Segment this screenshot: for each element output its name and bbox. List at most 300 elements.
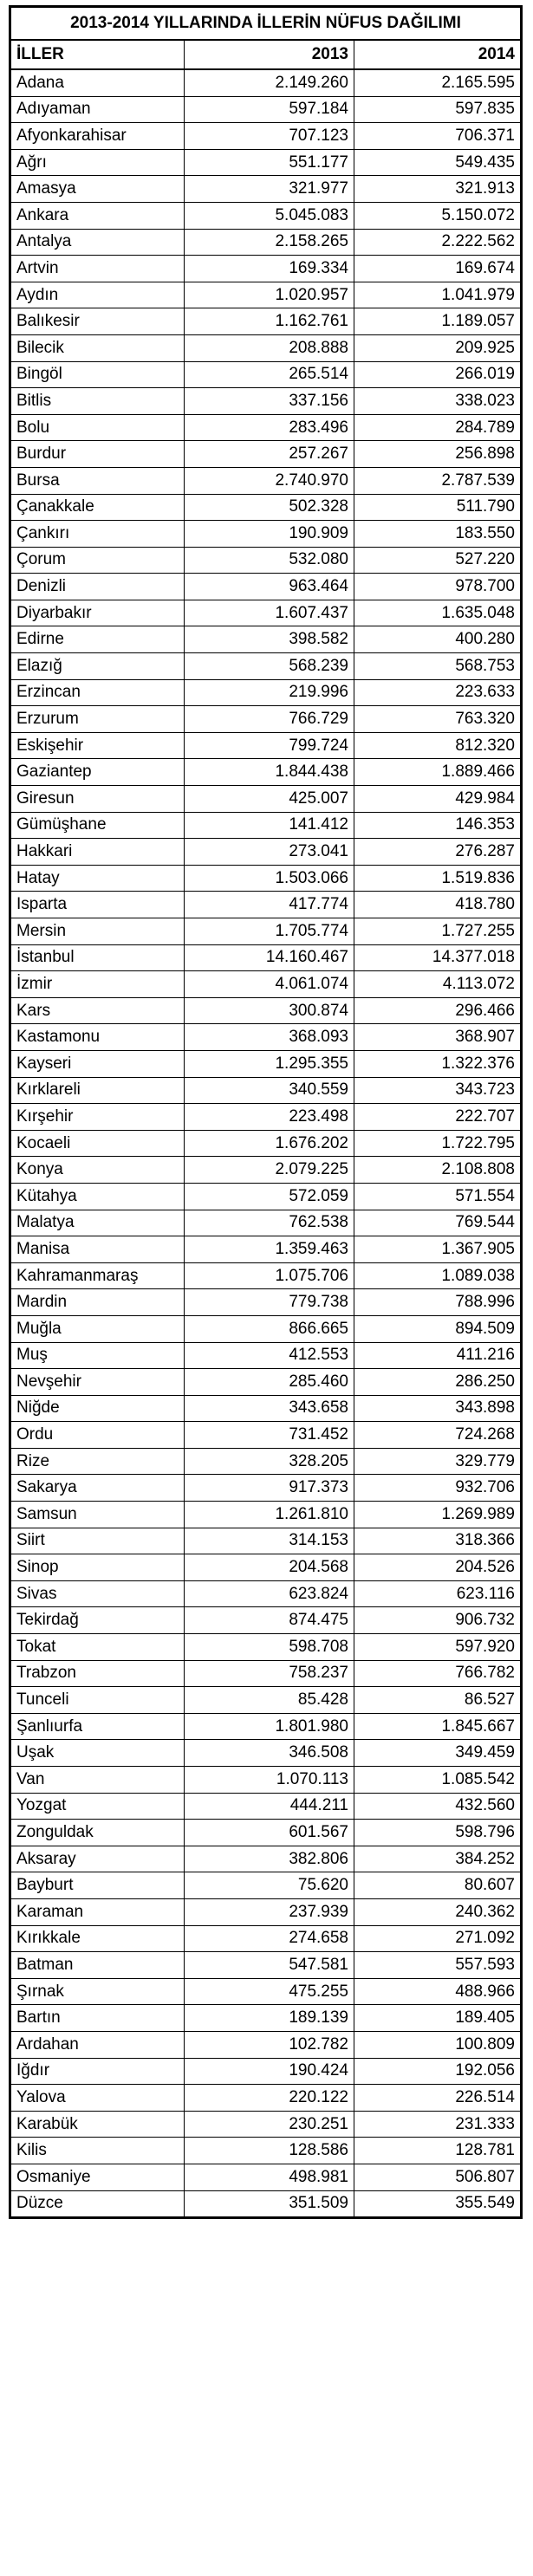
population-2013-cell: 1.070.113 [185, 1767, 354, 1794]
province-cell: Balıkesir [11, 308, 185, 335]
table-row [11, 1104, 521, 1131]
population-2013-cell: 598.708 [185, 1634, 354, 1661]
province-cell: İstanbul [11, 944, 185, 971]
table-row [11, 229, 521, 256]
province-cell: Bartın [11, 2005, 185, 2032]
table-row [11, 1820, 521, 1846]
column-header-province: İLLER [11, 40, 185, 69]
table-row [11, 2111, 521, 2138]
population-2013-cell: 1.295.355 [185, 1050, 354, 1077]
province-cell: Batman [11, 1952, 185, 1979]
province-cell: Kırşehir [11, 1104, 185, 1131]
population-2013-cell: 300.874 [185, 997, 354, 1024]
table-row [11, 679, 521, 706]
population-2013-cell: 799.724 [185, 732, 354, 759]
population-2014-cell: 4.113.072 [354, 971, 521, 998]
table-row [11, 441, 521, 468]
population-2013-cell: 498.981 [185, 2164, 354, 2190]
population-2014-cell: 978.700 [354, 574, 521, 600]
population-2013-cell: 223.498 [185, 1104, 354, 1131]
population-2014-cell: 226.514 [354, 2085, 521, 2112]
table-row [11, 1289, 521, 1316]
population-2013-cell: 2.079.225 [185, 1157, 354, 1184]
province-cell: Şanlıurfa [11, 1713, 185, 1740]
province-cell: Eskişehir [11, 732, 185, 759]
table-row [11, 759, 521, 786]
table-row [11, 812, 521, 839]
population-2014-cell: 432.560 [354, 1793, 521, 1820]
population-2013-cell: 265.514 [185, 361, 354, 388]
table-row [11, 256, 521, 282]
province-cell: Edirne [11, 626, 185, 653]
population-2014-cell: 1.727.255 [354, 918, 521, 945]
province-cell: Hatay [11, 865, 185, 892]
province-cell: Osmaniye [11, 2164, 185, 2190]
province-cell: Kocaeli [11, 1130, 185, 1157]
table-row [11, 2058, 521, 2085]
population-2013-cell: 572.059 [185, 1183, 354, 1210]
province-cell: Kastamonu [11, 1024, 185, 1051]
province-cell: Burdur [11, 441, 185, 468]
population-2014-cell: 2.787.539 [354, 467, 521, 494]
table-row [11, 1369, 521, 1396]
population-2014-cell: 769.544 [354, 1210, 521, 1236]
population-2014-cell: 597.835 [354, 96, 521, 123]
province-cell: Karaman [11, 1898, 185, 1925]
population-2014-cell: 812.320 [354, 732, 521, 759]
population-2013-cell: 412.553 [185, 1342, 354, 1369]
table-row [11, 2031, 521, 2058]
province-cell: Zonguldak [11, 1820, 185, 1846]
province-cell: Erzurum [11, 706, 185, 733]
table-row [11, 494, 521, 521]
population-2014-cell: 231.333 [354, 2111, 521, 2138]
population-2013-cell: 5.045.083 [185, 202, 354, 229]
table-row [11, 2005, 521, 2032]
table-row [11, 1183, 521, 1210]
table-row [11, 2085, 521, 2112]
province-cell: Çankırı [11, 521, 185, 548]
province-cell: Samsun [11, 1502, 185, 1528]
population-2014-cell: 284.789 [354, 414, 521, 441]
column-header-2013: 2013 [185, 40, 354, 69]
population-2014-cell: 2.108.808 [354, 1157, 521, 1184]
population-2013-cell: 102.782 [185, 2031, 354, 2058]
population-2014-cell: 240.362 [354, 1898, 521, 1925]
province-cell: Aydın [11, 282, 185, 308]
province-cell: Gaziantep [11, 759, 185, 786]
province-cell: Niğde [11, 1395, 185, 1422]
population-2014-cell: 763.320 [354, 706, 521, 733]
province-cell: Trabzon [11, 1660, 185, 1687]
population-2013-cell: 75.620 [185, 1872, 354, 1899]
table-row [11, 414, 521, 441]
population-2014-cell: 338.023 [354, 388, 521, 415]
population-2013-cell: 346.508 [185, 1740, 354, 1767]
table-row [11, 1793, 521, 1820]
population-2013-cell: 475.255 [185, 1978, 354, 2005]
population-2013-cell: 321.977 [185, 176, 354, 203]
population-2014-cell: 204.526 [354, 1554, 521, 1581]
population-2014-cell: 906.732 [354, 1607, 521, 1634]
province-cell: Ankara [11, 202, 185, 229]
population-2014-cell: 788.996 [354, 1289, 521, 1316]
population-2014-cell: 549.435 [354, 149, 521, 176]
table-row [11, 1395, 521, 1422]
population-2013-cell: 169.334 [185, 256, 354, 282]
table-row [11, 997, 521, 1024]
population-2013-cell: 917.373 [185, 1475, 354, 1502]
population-2013-cell: 14.160.467 [185, 944, 354, 971]
province-cell: Manisa [11, 1236, 185, 1263]
table-row [11, 69, 521, 96]
population-2014-cell: 598.796 [354, 1820, 521, 1846]
population-2014-cell: 183.550 [354, 521, 521, 548]
province-cell: Mersin [11, 918, 185, 945]
table-row [11, 361, 521, 388]
table-row [11, 1660, 521, 1687]
table-row [11, 1262, 521, 1289]
population-2014-cell: 766.782 [354, 1660, 521, 1687]
province-cell: Elazığ [11, 653, 185, 680]
population-2014-cell: 209.925 [354, 334, 521, 361]
population-2013-cell: 340.559 [185, 1077, 354, 1104]
population-2014-cell: 1.041.979 [354, 282, 521, 308]
population-2013-cell: 285.460 [185, 1369, 354, 1396]
table-row [11, 1767, 521, 1794]
province-cell: Artvin [11, 256, 185, 282]
population-2013-cell: 1.676.202 [185, 1130, 354, 1157]
population-2014-cell: 189.405 [354, 2005, 521, 2032]
population-2013-cell: 190.424 [185, 2058, 354, 2085]
table-row [11, 1580, 521, 1607]
population-2013-cell: 731.452 [185, 1422, 354, 1449]
population-2013-cell: 1.801.980 [185, 1713, 354, 1740]
population-table [10, 7, 521, 2217]
population-2014-cell: 1.889.466 [354, 759, 521, 786]
province-cell: Sakarya [11, 1475, 185, 1502]
population-2014-cell: 511.790 [354, 494, 521, 521]
province-cell: Kayseri [11, 1050, 185, 1077]
population-2013-cell: 1.075.706 [185, 1262, 354, 1289]
table-row [11, 1502, 521, 1528]
population-2014-cell: 1.085.542 [354, 1767, 521, 1794]
province-cell: Mardin [11, 1289, 185, 1316]
population-2013-cell: 337.156 [185, 388, 354, 415]
population-2013-cell: 398.582 [185, 626, 354, 653]
population-2014-cell: 256.898 [354, 441, 521, 468]
province-cell: Malatya [11, 1210, 185, 1236]
table-row [11, 1342, 521, 1369]
population-2013-cell: 762.538 [185, 1210, 354, 1236]
population-2014-cell: 1.189.057 [354, 308, 521, 335]
province-cell: Erzincan [11, 679, 185, 706]
province-cell: Aksaray [11, 1846, 185, 1872]
population-2013-cell: 1.607.437 [185, 600, 354, 626]
population-2013-cell: 219.996 [185, 679, 354, 706]
population-2014-cell: 1.845.667 [354, 1713, 521, 1740]
province-cell: Antalya [11, 229, 185, 256]
population-2014-cell: 86.527 [354, 1687, 521, 1714]
population-2013-cell: 707.123 [185, 123, 354, 150]
population-2013-cell: 274.658 [185, 1925, 354, 1952]
province-cell: Kütahya [11, 1183, 185, 1210]
table-row [11, 2138, 521, 2164]
table-row [11, 1528, 521, 1554]
province-cell: Rize [11, 1448, 185, 1475]
population-2014-cell: 932.706 [354, 1475, 521, 1502]
population-2014-cell: 321.913 [354, 176, 521, 203]
province-cell: Nevşehir [11, 1369, 185, 1396]
table-row [11, 1740, 521, 1767]
table-row [11, 1687, 521, 1714]
population-2013-cell: 601.567 [185, 1820, 354, 1846]
province-cell: Bilecik [11, 334, 185, 361]
table-row [11, 918, 521, 945]
population-2013-cell: 1.503.066 [185, 865, 354, 892]
table-row [11, 1024, 521, 1051]
province-cell: Kırklareli [11, 1077, 185, 1104]
province-cell: Uşak [11, 1740, 185, 1767]
table-row [11, 1050, 521, 1077]
table-row [11, 1554, 521, 1581]
population-2014-cell: 329.779 [354, 1448, 521, 1475]
table-row [11, 892, 521, 918]
table-row [11, 626, 521, 653]
population-2013-cell: 532.080 [185, 547, 354, 574]
province-cell: Afyonkarahisar [11, 123, 185, 150]
population-2013-cell: 866.665 [185, 1315, 354, 1342]
population-2014-cell: 349.459 [354, 1740, 521, 1767]
table-row [11, 1872, 521, 1899]
population-2014-cell: 1.367.905 [354, 1236, 521, 1263]
province-cell: Kars [11, 997, 185, 1024]
population-2014-cell: 568.753 [354, 653, 521, 680]
table-row [11, 1157, 521, 1184]
population-2014-cell: 368.907 [354, 1024, 521, 1051]
province-cell: Diyarbakır [11, 600, 185, 626]
table-row [11, 1978, 521, 2005]
population-2013-cell: 758.237 [185, 1660, 354, 1687]
population-2013-cell: 547.581 [185, 1952, 354, 1979]
population-2013-cell: 204.568 [185, 1554, 354, 1581]
table-row [11, 944, 521, 971]
population-2013-cell: 314.153 [185, 1528, 354, 1554]
population-2014-cell: 418.780 [354, 892, 521, 918]
population-2013-cell: 2.740.970 [185, 467, 354, 494]
population-2014-cell: 223.633 [354, 679, 521, 706]
table-row [11, 600, 521, 626]
province-cell: Çorum [11, 547, 185, 574]
province-cell: Konya [11, 1157, 185, 1184]
population-2014-cell: 706.371 [354, 123, 521, 150]
population-2014-cell: 488.966 [354, 1978, 521, 2005]
population-2014-cell: 1.322.376 [354, 1050, 521, 1077]
population-2013-cell: 190.909 [185, 521, 354, 548]
population-2014-cell: 557.593 [354, 1952, 521, 1979]
population-2014-cell: 1.089.038 [354, 1262, 521, 1289]
province-cell: Ağrı [11, 149, 185, 176]
table-row [11, 1846, 521, 1872]
province-cell: Adana [11, 69, 185, 96]
population-2014-cell: 1.635.048 [354, 600, 521, 626]
table-row [11, 149, 521, 176]
province-cell: Düzce [11, 2190, 185, 2217]
population-2013-cell: 368.093 [185, 1024, 354, 1051]
population-2013-cell: 141.412 [185, 812, 354, 839]
province-cell: Denizli [11, 574, 185, 600]
province-cell: Ardahan [11, 2031, 185, 2058]
table-row [11, 1130, 521, 1157]
table-row [11, 865, 521, 892]
population-2014-cell: 355.549 [354, 2190, 521, 2217]
population-2013-cell: 351.509 [185, 2190, 354, 2217]
province-cell: Hakkari [11, 839, 185, 866]
table-row [11, 839, 521, 866]
table-row [11, 1448, 521, 1475]
population-2013-cell: 230.251 [185, 2111, 354, 2138]
table-row [11, 1210, 521, 1236]
province-cell: Şırnak [11, 1978, 185, 2005]
province-cell: Ordu [11, 1422, 185, 1449]
province-cell: Iğdır [11, 2058, 185, 2085]
table-row [11, 1925, 521, 1952]
table-row [11, 1952, 521, 1979]
population-2013-cell: 283.496 [185, 414, 354, 441]
province-cell: Gümüşhane [11, 812, 185, 839]
province-cell: Muş [11, 1342, 185, 1369]
population-2013-cell: 382.806 [185, 1846, 354, 1872]
population-2014-cell: 597.920 [354, 1634, 521, 1661]
population-2013-cell: 1.020.957 [185, 282, 354, 308]
population-2014-cell: 276.287 [354, 839, 521, 866]
table-row [11, 96, 521, 123]
table-row [11, 1475, 521, 1502]
population-2014-cell: 1.722.795 [354, 1130, 521, 1157]
table-row [11, 786, 521, 813]
table-header-row [11, 40, 521, 69]
province-cell: Sivas [11, 1580, 185, 1607]
population-2013-cell: 425.007 [185, 786, 354, 813]
table-row [11, 176, 521, 203]
table-title: 2013-2014 YILLARINDA İLLERİN NÜFUS DAĞILIMI [11, 8, 521, 41]
province-cell: Isparta [11, 892, 185, 918]
population-2014-cell: 318.366 [354, 1528, 521, 1554]
province-cell: Bursa [11, 467, 185, 494]
population-2014-cell: 192.056 [354, 2058, 521, 2085]
population-2013-cell: 551.177 [185, 149, 354, 176]
population-2014-cell: 343.898 [354, 1395, 521, 1422]
table-row [11, 388, 521, 415]
population-2014-cell: 5.150.072 [354, 202, 521, 229]
population-2014-cell: 411.216 [354, 1342, 521, 1369]
province-cell: Van [11, 1767, 185, 1794]
province-cell: Yozgat [11, 1793, 185, 1820]
population-table-sheet [9, 5, 523, 2219]
population-2013-cell: 417.774 [185, 892, 354, 918]
population-2013-cell: 623.824 [185, 1580, 354, 1607]
table-row [11, 1315, 521, 1342]
population-2014-cell: 527.220 [354, 547, 521, 574]
province-cell: Çanakkale [11, 494, 185, 521]
province-cell: Giresun [11, 786, 185, 813]
table-row [11, 547, 521, 574]
province-cell: İzmir [11, 971, 185, 998]
population-2013-cell: 2.158.265 [185, 229, 354, 256]
population-2013-cell: 1.705.774 [185, 918, 354, 945]
population-2013-cell: 4.061.074 [185, 971, 354, 998]
population-2014-cell: 343.723 [354, 1077, 521, 1104]
table-row [11, 574, 521, 600]
population-2014-cell: 271.092 [354, 1925, 521, 1952]
province-cell: Bayburt [11, 1872, 185, 1899]
table-row [11, 1236, 521, 1263]
table-body [11, 69, 521, 2217]
table-row [11, 282, 521, 308]
province-cell: Bolu [11, 414, 185, 441]
province-cell: Amasya [11, 176, 185, 203]
population-2013-cell: 963.464 [185, 574, 354, 600]
province-cell: Muğla [11, 1315, 185, 1342]
population-2013-cell: 220.122 [185, 2085, 354, 2112]
population-2014-cell: 296.466 [354, 997, 521, 1024]
population-2013-cell: 766.729 [185, 706, 354, 733]
table-row [11, 1607, 521, 1634]
population-2013-cell: 85.428 [185, 1687, 354, 1714]
table-row [11, 706, 521, 733]
province-cell: Yalova [11, 2085, 185, 2112]
population-2014-cell: 2.222.562 [354, 229, 521, 256]
population-2014-cell: 384.252 [354, 1846, 521, 1872]
population-2013-cell: 874.475 [185, 1607, 354, 1634]
table-row [11, 732, 521, 759]
table-row [11, 521, 521, 548]
population-2014-cell: 146.353 [354, 812, 521, 839]
table-row [11, 308, 521, 335]
province-cell: Siirt [11, 1528, 185, 1554]
population-2013-cell: 343.658 [185, 1395, 354, 1422]
province-cell: Bitlis [11, 388, 185, 415]
population-2013-cell: 328.205 [185, 1448, 354, 1475]
population-2014-cell: 623.116 [354, 1580, 521, 1607]
population-2013-cell: 1.844.438 [185, 759, 354, 786]
population-2014-cell: 400.280 [354, 626, 521, 653]
province-cell: Tunceli [11, 1687, 185, 1714]
population-2014-cell: 1.519.836 [354, 865, 521, 892]
population-2013-cell: 568.239 [185, 653, 354, 680]
province-cell: Tekirdağ [11, 1607, 185, 1634]
population-2014-cell: 80.607 [354, 1872, 521, 1899]
table-title-row [11, 8, 521, 41]
population-2013-cell: 1.261.810 [185, 1502, 354, 1528]
population-2013-cell: 1.162.761 [185, 308, 354, 335]
population-2014-cell: 128.781 [354, 2138, 521, 2164]
table-row [11, 202, 521, 229]
table-row [11, 467, 521, 494]
province-cell: Bingöl [11, 361, 185, 388]
table-row [11, 1077, 521, 1104]
population-2013-cell: 273.041 [185, 839, 354, 866]
province-cell: Kilis [11, 2138, 185, 2164]
table-row [11, 971, 521, 998]
population-2014-cell: 286.250 [354, 1369, 521, 1396]
population-2013-cell: 444.211 [185, 1793, 354, 1820]
population-2014-cell: 894.509 [354, 1315, 521, 1342]
population-2014-cell: 429.984 [354, 786, 521, 813]
province-cell: Karabük [11, 2111, 185, 2138]
population-2014-cell: 222.707 [354, 1104, 521, 1131]
population-2013-cell: 597.184 [185, 96, 354, 123]
